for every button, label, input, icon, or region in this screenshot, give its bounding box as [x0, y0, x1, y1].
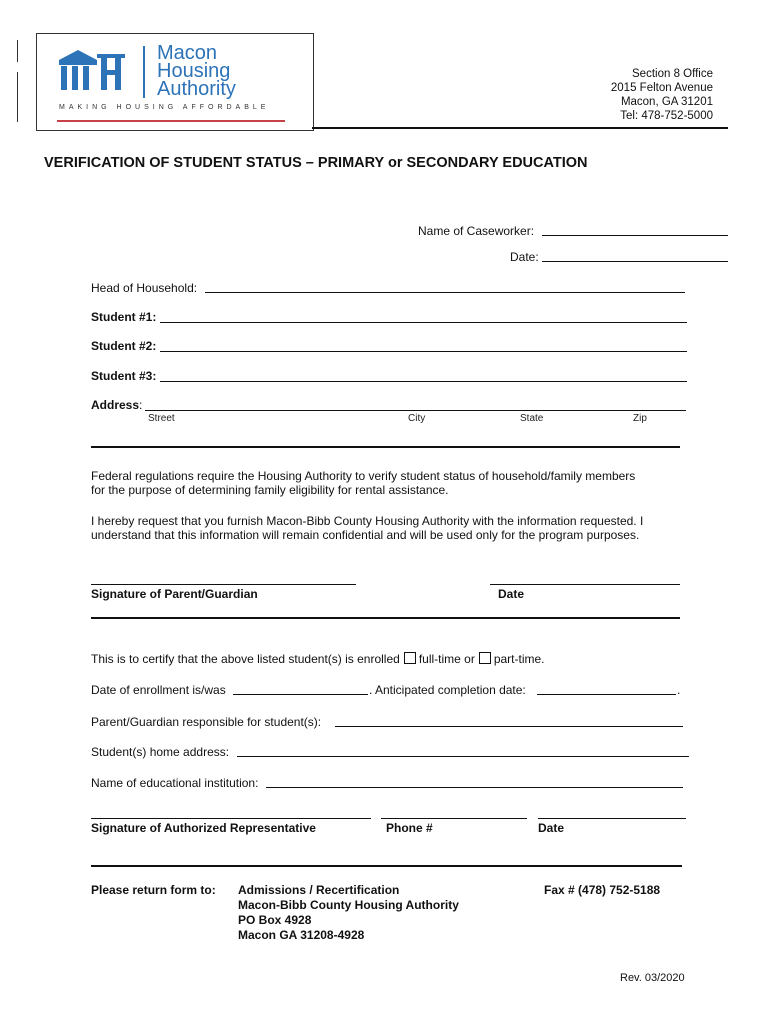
section-divider: [91, 446, 680, 448]
head-of-household-field[interactable]: [205, 292, 685, 293]
rep-phone-label: Phone #: [386, 821, 433, 835]
margin-mark: [17, 72, 18, 122]
completion-period: .: [677, 683, 681, 697]
rep-date-field[interactable]: [538, 818, 686, 819]
enrollment-status-line: [91, 652, 545, 666]
head-of-household-label: Head of Household:: [91, 281, 198, 295]
logo-name-line: Housing: [157, 60, 231, 82]
responsible-parent-field[interactable]: [335, 726, 683, 727]
completion-date-label: . Anticipated completion date:: [369, 683, 526, 697]
mha-logo-icon: [57, 46, 137, 102]
fax-number: Fax # (478) 752-5188: [544, 883, 661, 897]
form-title: VERIFICATION OF STUDENT STATUS – PRIMARY or SECONDARY EDUCATION: [44, 155, 588, 171]
parttime-label: part-time.: [493, 652, 545, 666]
certify-text: This is to certify that the above listed student(s) is enrolled: [91, 652, 400, 666]
header-rule: [312, 127, 728, 129]
rep-date-label: Date: [538, 821, 565, 835]
home-address-field[interactable]: [237, 756, 689, 757]
return-line: Admissions / Recertification: [238, 883, 400, 897]
zip-sublabel: Zip: [633, 413, 647, 424]
return-label: Please return form to:: [91, 883, 216, 897]
parent-signature-field[interactable]: [91, 584, 356, 585]
caseworker-date-label: Date:: [510, 250, 539, 264]
logo-box: [36, 33, 314, 131]
institution-field[interactable]: [266, 787, 683, 788]
regulation-line: Federal regulations require the Housing Authority to verify student status of household/family members: [91, 469, 636, 483]
address-colon: :: [139, 398, 143, 412]
student2-field[interactable]: [160, 351, 687, 352]
completion-date-field[interactable]: [537, 694, 676, 695]
office-phone: Tel: 478-752-5000: [620, 110, 713, 122]
section-divider: [91, 865, 682, 867]
address-label-group: [91, 398, 142, 412]
return-address: [238, 883, 459, 943]
fulltime-label: full-time or: [418, 652, 475, 666]
section-divider: [91, 617, 680, 619]
caseworker-name-field[interactable]: [542, 235, 728, 236]
student3-field[interactable]: [160, 381, 687, 382]
rep-signature-label: Signature of Authorized Representative: [91, 821, 316, 835]
return-line: PO Box 4928: [238, 913, 312, 927]
logo-divider: [143, 46, 145, 98]
responsible-parent-label: Parent/Guardian responsible for student(s):: [91, 715, 322, 729]
institution-label: Name of educational institution:: [91, 776, 259, 790]
consent-line: I hereby request that you furnish Macon-Bibb County Housing Authority with the information requested. I: [91, 514, 644, 528]
enrollment-date-field[interactable]: [233, 694, 368, 695]
city-sublabel: City: [408, 413, 426, 424]
fulltime-checkbox[interactable]: [404, 652, 416, 664]
logo-name-line: Macon: [157, 42, 218, 64]
parent-signature-label: Signature of Parent/Guardian: [91, 587, 258, 601]
enrollment-date-label: Date of enrollment is/was: [91, 683, 226, 697]
margin-mark: [17, 40, 18, 62]
office-line: 2015 Felton Avenue: [610, 82, 713, 94]
caseworker-name-label: Name of Caseworker:: [418, 224, 535, 238]
return-line: Macon-Bibb County Housing Authority: [238, 898, 459, 912]
student3-label: Student #3:: [91, 369, 157, 383]
office-line: Macon, GA 31201: [620, 96, 713, 108]
address-field[interactable]: [145, 410, 686, 411]
regulation-paragraph: [91, 469, 635, 497]
student1-label: Student #1:: [91, 310, 157, 324]
student2-label: Student #2:: [91, 339, 157, 353]
state-sublabel: State: [520, 413, 544, 424]
rep-signature-field[interactable]: [91, 818, 371, 819]
caseworker-date-field[interactable]: [542, 261, 728, 262]
parent-date-field[interactable]: [490, 584, 680, 585]
office-address: [611, 67, 713, 123]
consent-line: understand that this information will remain confidential and will be used only for the program purposes.: [91, 528, 640, 542]
logo-name-line: Authority: [157, 78, 236, 100]
parent-date-label: Date: [498, 587, 525, 601]
office-line: Section 8 Office: [632, 68, 713, 80]
revision-date: Rev. 03/2020: [620, 972, 685, 984]
rep-phone-field[interactable]: [381, 818, 527, 819]
home-address-label: Student(s) home address:: [91, 745, 230, 759]
student1-field[interactable]: [160, 322, 687, 323]
return-line: Macon GA 31208-4928: [238, 928, 365, 942]
logo-tagline: MAKING HOUSING AFFORDABLE: [59, 104, 270, 111]
consent-paragraph: [91, 514, 643, 542]
parttime-checkbox[interactable]: [479, 652, 491, 664]
logo-wordmark: [157, 44, 236, 98]
address-label: Address: [91, 398, 140, 412]
street-sublabel: Street: [148, 413, 175, 424]
logo-underline: [57, 120, 285, 122]
regulation-line: for the purpose of determining family eligibility for rental assistance.: [91, 483, 449, 497]
